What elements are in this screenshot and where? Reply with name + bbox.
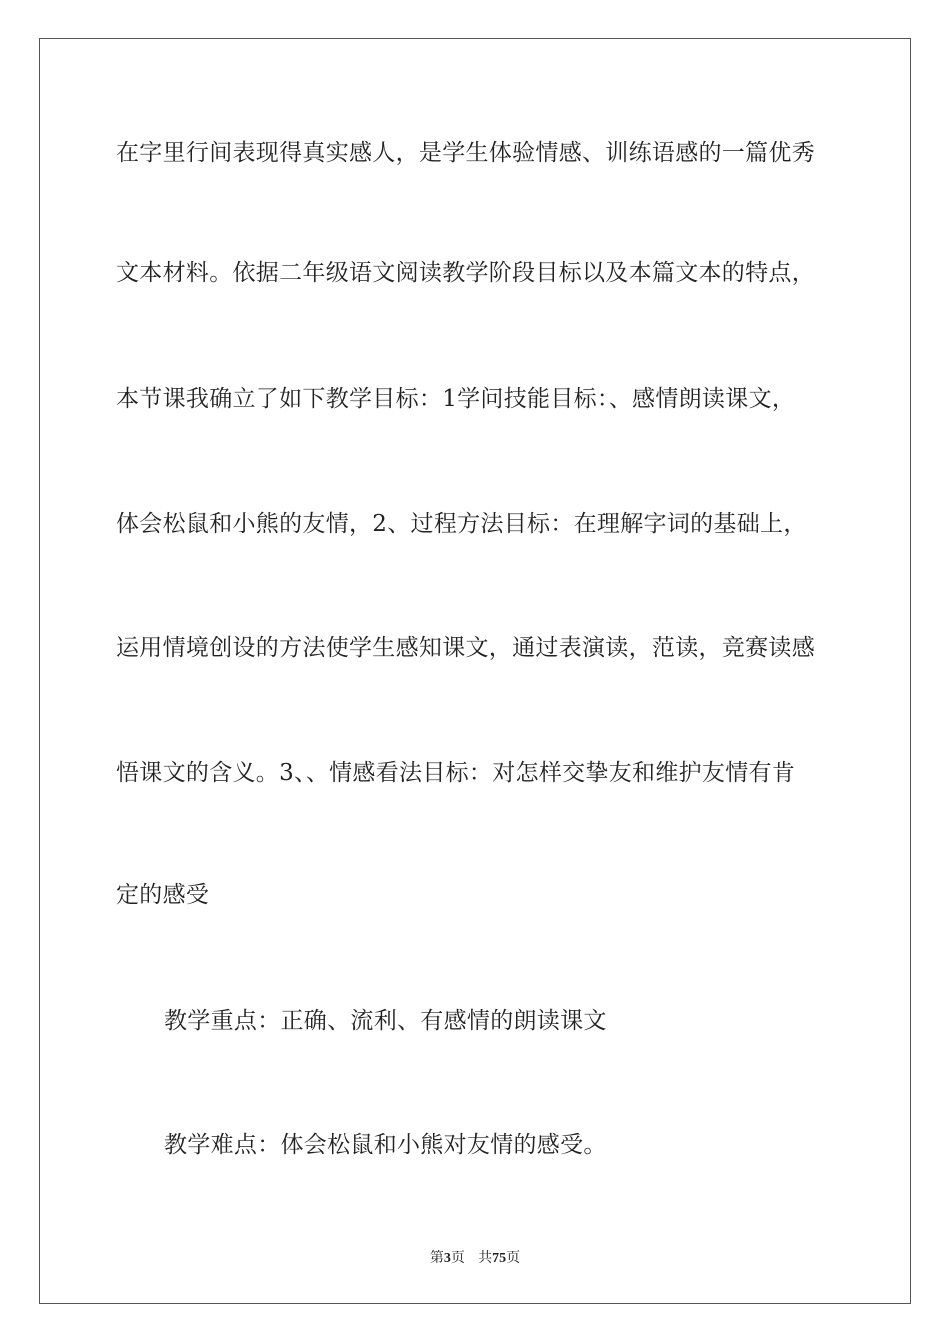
paragraph-line-1: 在字里行间表现得真实感人，是学生体验情感、训练语感的一篇优秀: [116, 140, 815, 166]
page-footer: [0, 1247, 950, 1267]
total-page-count: 75: [492, 1251, 507, 1266]
footer-total-suffix: 页: [506, 1250, 521, 1266]
paragraph-line-7: 定的感受: [116, 882, 210, 908]
teaching-difficult-point: 教学难点：体会松鼠和小熊对友情的感受。: [164, 1132, 607, 1158]
footer-prefix: 第: [429, 1250, 444, 1266]
paragraph-line-3: 本节课我确立了如下教学目标：1学问技能目标：、感情朗读课文，: [116, 386, 796, 412]
paragraph-line-4: 体会松鼠和小熊的友情，2、过程方法目标：在理解字词的基础上，: [116, 511, 807, 537]
footer-total-prefix: 共: [478, 1250, 493, 1266]
paragraph-line-2: 文本材料。依据二年级语文阅读教学阶段目标以及本篇文本的特点，: [116, 260, 815, 286]
page-border: [39, 38, 911, 1304]
current-page-number: 3: [443, 1251, 451, 1266]
paragraph-line-6: 悟课文的含义。3、、情感看法目标：对怎样交挚友和维护友情有肯: [116, 760, 796, 786]
footer-page-suffix: 页: [450, 1250, 465, 1266]
paragraph-line-5: 运用情境创设的方法使学生感知课文，通过表演读，范读，竞赛读感: [116, 635, 815, 661]
teaching-key-point: 教学重点：正确、流利、有感情的朗读课文: [164, 1008, 607, 1034]
